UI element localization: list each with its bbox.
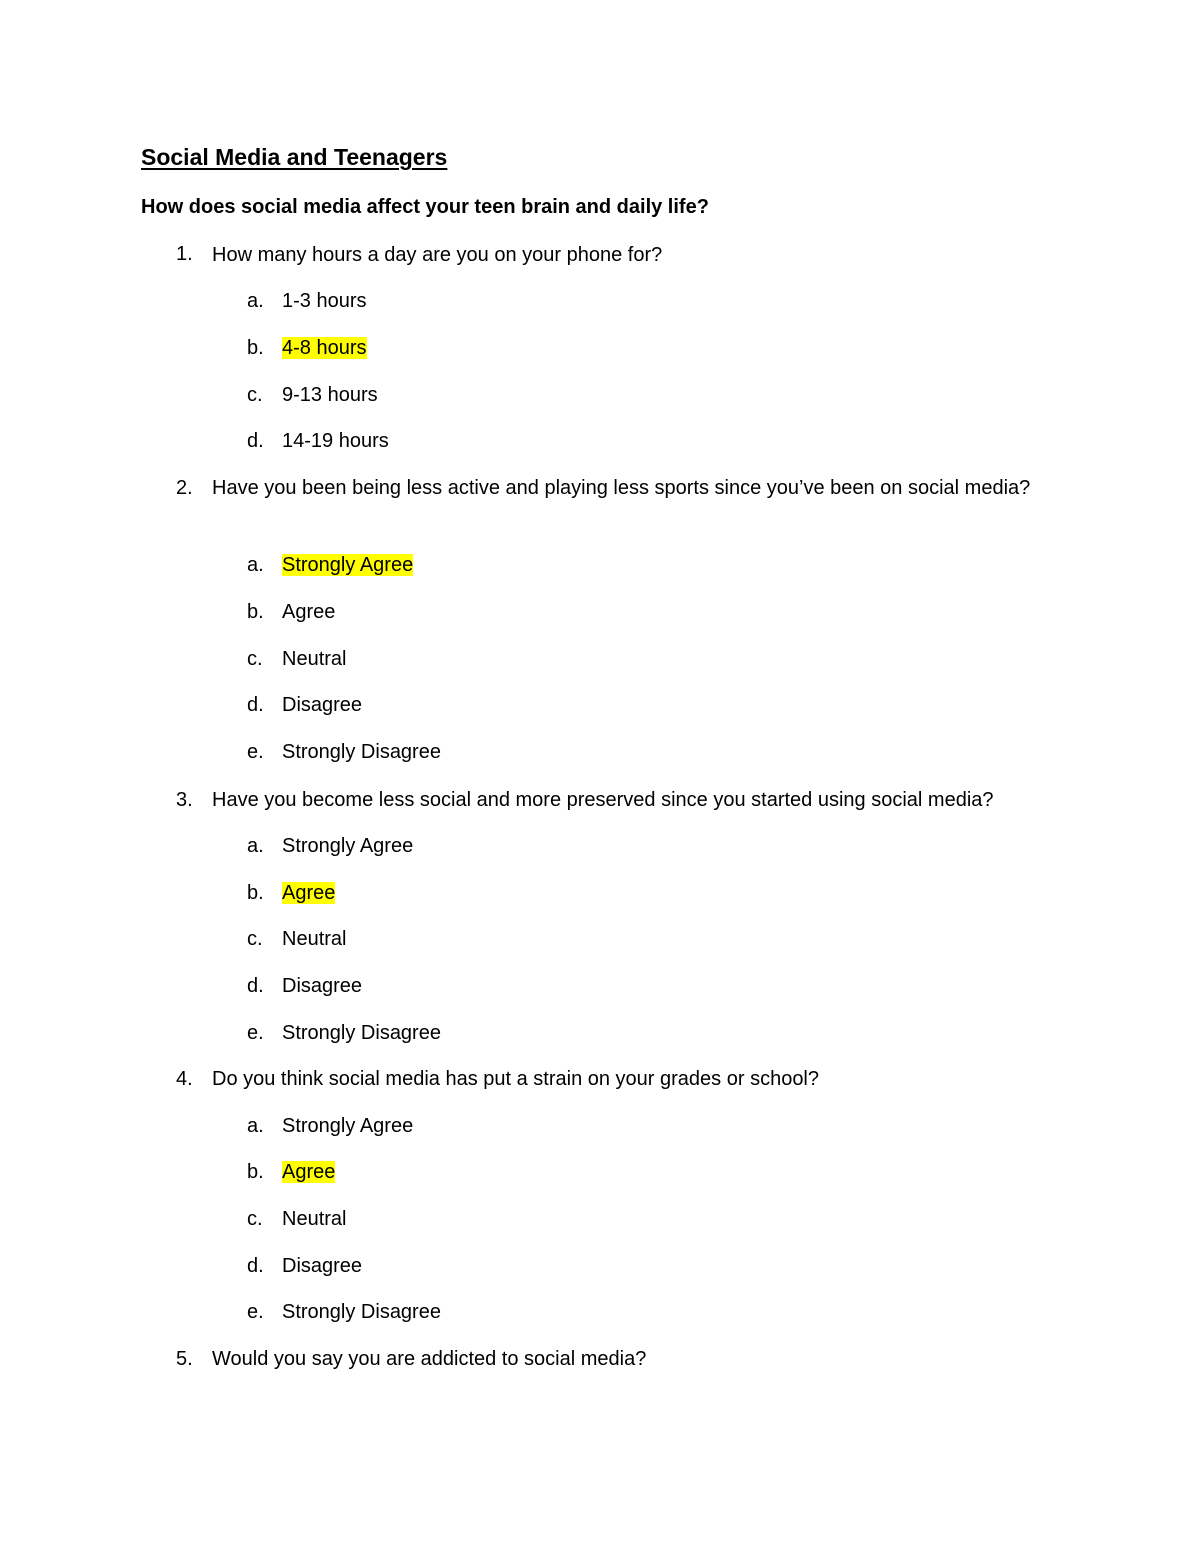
option-letter: e.: [247, 741, 264, 763]
question-number: 3.: [176, 789, 193, 811]
question-number: 5.: [176, 1348, 193, 1370]
question-number: 1.: [176, 243, 193, 265]
document-subtitle: How does social media affect your teen brain and daily life?: [141, 196, 709, 218]
option-letter: a.: [247, 290, 264, 312]
option-letter: e.: [247, 1301, 264, 1323]
option-text: Strongly Disagree: [282, 1022, 441, 1044]
option-letter: d.: [247, 694, 264, 716]
option-text: 1-3 hours: [282, 290, 367, 312]
option-letter: c.: [247, 928, 263, 950]
question-number: 4.: [176, 1068, 193, 1090]
option-letter: c.: [247, 648, 263, 670]
question-text: Would you say you are addicted to social media?: [212, 1348, 647, 1370]
option-text: Agree: [282, 601, 336, 623]
document-title: Social Media and Teenagers: [141, 144, 448, 170]
option-text-highlighted: 4-8 hours: [282, 337, 367, 359]
option-letter: d.: [247, 1255, 264, 1277]
option-text: Strongly Agree: [282, 835, 414, 857]
question-text: Do you think social media has put a strain on your grades or school?: [212, 1068, 820, 1090]
option-text: Disagree: [282, 1255, 363, 1277]
option-text-highlighted: Strongly Agree: [282, 554, 414, 576]
question-text: How many hours a day are you on your phone for?: [212, 244, 663, 266]
option-letter: a.: [247, 554, 264, 576]
option-letter: b.: [247, 337, 264, 359]
question-text: Have you become less social and more preserved since you started using social media?: [212, 789, 994, 811]
option-letter: b.: [247, 601, 264, 623]
option-text: 9-13 hours: [282, 384, 378, 406]
option-text-highlighted: Agree: [282, 882, 336, 904]
option-letter: a.: [247, 835, 264, 857]
option-text: 14-19 hours: [282, 430, 389, 452]
option-text: Neutral: [282, 1208, 347, 1230]
option-letter: a.: [247, 1115, 264, 1137]
question-text: Have you been being less active and playing less sports since you’ve been on social media?: [212, 477, 1031, 499]
question-number: 2.: [176, 477, 193, 499]
option-text: Disagree: [282, 694, 363, 716]
option-text: Disagree: [282, 975, 363, 997]
option-text: Strongly Agree: [282, 1115, 414, 1137]
option-letter: c.: [247, 1208, 263, 1230]
option-letter: e.: [247, 1022, 264, 1044]
option-text: Strongly Disagree: [282, 1301, 441, 1323]
option-text: Strongly Disagree: [282, 741, 441, 763]
option-letter: d.: [247, 975, 264, 997]
option-letter: c.: [247, 384, 263, 406]
option-letter: d.: [247, 430, 264, 452]
option-text: Neutral: [282, 648, 347, 670]
option-text: Neutral: [282, 928, 347, 950]
option-letter: b.: [247, 1161, 264, 1183]
option-text-highlighted: Agree: [282, 1161, 336, 1183]
option-letter: b.: [247, 882, 264, 904]
